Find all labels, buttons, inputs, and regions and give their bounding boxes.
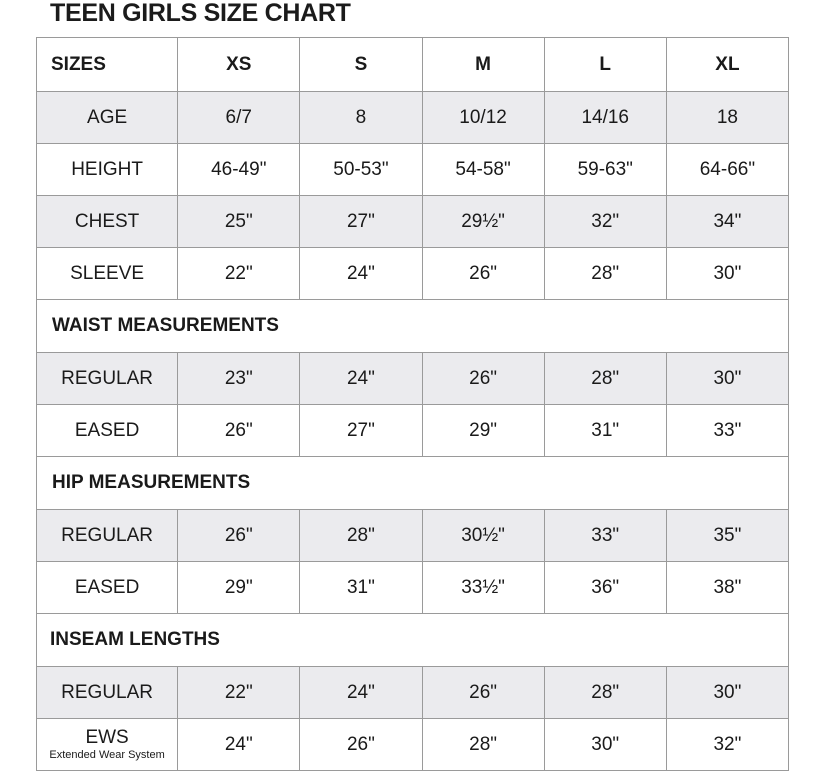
table-cell: 18 <box>666 92 788 144</box>
row-label: EASED <box>37 405 178 457</box>
row-inseam-ews <box>37 719 789 771</box>
table-cell: 24" <box>300 248 422 300</box>
table-cell: 59-63" <box>544 144 666 196</box>
table-cell: 38" <box>666 562 788 614</box>
table-cell: 26" <box>300 719 422 771</box>
section-heading-waist: WAIST MEASUREMENTS <box>37 300 789 353</box>
table-cell: 64-66" <box>666 144 788 196</box>
header-cell-xl: XL <box>666 38 788 92</box>
table-cell: 10/12 <box>422 92 544 144</box>
table-cell: 36" <box>544 562 666 614</box>
header-cell-s: S <box>300 38 422 92</box>
table-cell: 30½" <box>422 510 544 562</box>
table-cell: 25" <box>178 196 300 248</box>
row-hip-eased <box>37 562 789 614</box>
row-waist-eased <box>37 405 789 457</box>
header-row <box>37 38 789 92</box>
table-cell: 50-53" <box>300 144 422 196</box>
table-cell: 24" <box>300 353 422 405</box>
table-cell: 34" <box>666 196 788 248</box>
row-age <box>37 92 789 144</box>
table-cell: 24" <box>178 719 300 771</box>
table-cell: 26" <box>178 405 300 457</box>
table-cell: 32" <box>544 196 666 248</box>
row-sleeve <box>37 248 789 300</box>
table-cell: 28" <box>544 667 666 719</box>
table-cell: 29" <box>178 562 300 614</box>
table-cell: 31" <box>300 562 422 614</box>
table-cell: 28" <box>544 353 666 405</box>
table-cell: 54-58" <box>422 144 544 196</box>
header-cell-sizes: SIZES <box>37 38 178 92</box>
table-cell: 24" <box>300 667 422 719</box>
size-chart-table <box>36 37 789 771</box>
chart-title: TEEN GIRLS SIZE CHART <box>50 0 351 27</box>
header-cell-xs: XS <box>178 38 300 92</box>
row-inseam-regular <box>37 667 789 719</box>
table-cell: 35" <box>666 510 788 562</box>
section-inseam <box>37 614 789 667</box>
table-cell: 28" <box>300 510 422 562</box>
table-cell: 30" <box>666 353 788 405</box>
table-cell: 8 <box>300 92 422 144</box>
row-hip-regular <box>37 510 789 562</box>
table-cell: 29½" <box>422 196 544 248</box>
table-cell: 26" <box>422 248 544 300</box>
table-cell: 30" <box>666 248 788 300</box>
header-cell-l: L <box>544 38 666 92</box>
row-label: REGULAR <box>37 510 178 562</box>
row-label: CHEST <box>37 196 178 248</box>
table-cell: 30" <box>666 667 788 719</box>
ews-label: EWS <box>85 727 129 748</box>
table-cell: 33" <box>544 510 666 562</box>
table-cell: 27" <box>300 196 422 248</box>
table-cell: 28" <box>422 719 544 771</box>
ews-sublabel: Extended Wear System <box>49 749 165 761</box>
table-cell: 31" <box>544 405 666 457</box>
row-label-ews <box>37 719 178 771</box>
row-label: HEIGHT <box>37 144 178 196</box>
table-cell: 23" <box>178 353 300 405</box>
table-cell: 28" <box>544 248 666 300</box>
row-label: REGULAR <box>37 667 178 719</box>
section-hip <box>37 457 789 510</box>
table-cell: 26" <box>422 353 544 405</box>
section-heading-hip: HIP MEASUREMENTS <box>37 457 789 510</box>
table-cell: 33" <box>666 405 788 457</box>
table-cell: 26" <box>422 667 544 719</box>
table-cell: 46-49" <box>178 144 300 196</box>
table-cell: 22" <box>178 248 300 300</box>
header-cell-m: M <box>422 38 544 92</box>
row-label: AGE <box>37 92 178 144</box>
table-cell: 22" <box>178 667 300 719</box>
section-heading-inseam: INSEAM LENGTHS <box>37 614 789 667</box>
table-cell: 26" <box>178 510 300 562</box>
table-cell: 14/16 <box>544 92 666 144</box>
row-waist-regular <box>37 353 789 405</box>
table-cell: 32" <box>666 719 788 771</box>
table-cell: 29" <box>422 405 544 457</box>
table-cell: 30" <box>544 719 666 771</box>
row-chest <box>37 196 789 248</box>
table-cell: 6/7 <box>178 92 300 144</box>
row-label: EASED <box>37 562 178 614</box>
row-height <box>37 144 789 196</box>
row-label: SLEEVE <box>37 248 178 300</box>
section-waist <box>37 300 789 353</box>
table-cell: 33½" <box>422 562 544 614</box>
row-label: REGULAR <box>37 353 178 405</box>
table-cell: 27" <box>300 405 422 457</box>
